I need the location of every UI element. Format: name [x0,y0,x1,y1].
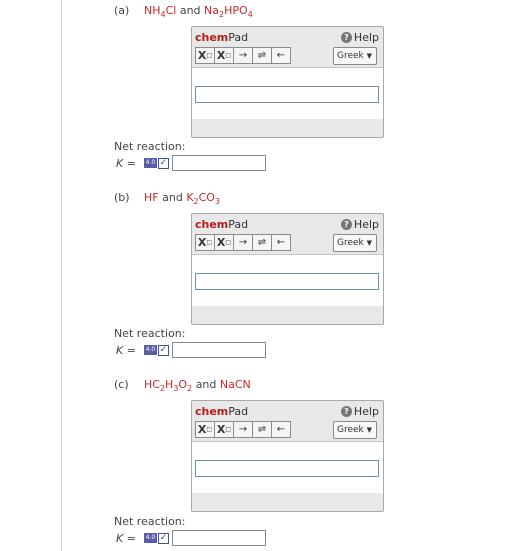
help-button[interactable]: ? Help [341,218,379,231]
chempad-editor [191,26,384,138]
k-row [116,155,266,171]
part-b-heading: (b) HF and $K_2CO_3$ [114,191,221,206]
k-label: K = [116,343,136,357]
chempad-toolbar [195,421,290,438]
chevron-down-icon: ▼ [366,52,373,60]
subscript-button[interactable]: X □ [195,234,215,251]
net-reaction-label: Net reaction: [114,327,186,340]
sig-figs-badge[interactable]: 4.0 [145,159,156,166]
check-icon[interactable]: ✓ [159,344,168,355]
part-a-heading: (a) $NH_4Cl$ and $Na_2HPO_4$ [114,4,253,19]
chempad-editor [191,213,384,325]
check-icon[interactable]: ✓ [159,532,168,543]
greek-dropdown[interactable]: Greek ▼ [333,234,377,252]
k-row [116,342,266,358]
help-icon: ? [341,219,352,230]
chempad-title: chemPad [195,218,249,231]
superscript-button[interactable]: X □ [214,234,234,251]
equilibrium-arrow-button[interactable]: ⇌ [252,421,272,438]
k-value-input[interactable] [172,342,266,358]
superscript-button[interactable]: X □ [214,47,234,64]
chempad-toolbar [195,47,290,64]
backspace-arrow-button[interactable]: ← [271,421,291,438]
help-icon: ? [341,32,352,43]
sig-figs-badge[interactable]: 4.0 [145,346,156,353]
reactant-2: NaCN [219,378,251,391]
reaction-arrow-button[interactable]: → [233,421,253,438]
chempad-title: chemPad [195,405,249,418]
k-label: K = [116,531,136,545]
k-row [116,530,266,546]
chempad-editor [191,400,384,512]
superscript-button[interactable]: X □ [214,421,234,438]
reactant-1: $NH_4Cl$ [144,4,177,19]
equation-input[interactable] [195,86,379,103]
reaction-arrow-button[interactable]: → [233,47,253,64]
chevron-down-icon: ▼ [366,426,373,434]
equation-input[interactable] [195,460,379,477]
subscript-button[interactable]: X □ [195,421,215,438]
reaction-arrow-button[interactable]: → [233,234,253,251]
backspace-arrow-button[interactable]: ← [271,47,291,64]
part-letter: (c) [114,378,129,391]
subscript-button[interactable]: X □ [195,47,215,64]
help-icon: ? [341,406,352,417]
equilibrium-arrow-button[interactable]: ⇌ [252,47,272,64]
reactant-2: $Na_2HPO_4$ [204,4,253,19]
part-letter: (a) [114,4,130,17]
help-button[interactable]: ? Help [341,31,379,44]
backspace-arrow-button[interactable]: ← [271,234,291,251]
sig-figs-badge[interactable]: 4.0 [145,534,156,541]
check-icon[interactable]: ✓ [159,157,168,168]
chempad-toolbar [195,234,290,251]
left-margin-rule [61,0,62,551]
greek-dropdown[interactable]: Greek ▼ [333,47,377,65]
reactant-1: HF [144,191,159,204]
net-reaction-label: Net reaction: [114,515,186,528]
reactant-2: $K_2CO_3$ [186,191,221,206]
net-reaction-label: Net reaction: [114,140,186,153]
part-letter: (b) [114,191,130,204]
chempad-title: chemPad [195,31,249,44]
k-value-input[interactable] [172,530,266,546]
part-c-heading: (c) $HC_2H_3O_2$ and NaCN [114,378,251,393]
k-label: K = [116,156,136,170]
chevron-down-icon: ▼ [366,239,373,247]
equation-input[interactable] [195,273,379,290]
equilibrium-arrow-button[interactable]: ⇌ [252,234,272,251]
greek-dropdown[interactable]: Greek ▼ [333,421,377,439]
reactant-1: $HC_2H_3O_2$ [144,378,193,393]
k-value-input[interactable] [172,155,266,171]
help-button[interactable]: ? Help [341,405,379,418]
